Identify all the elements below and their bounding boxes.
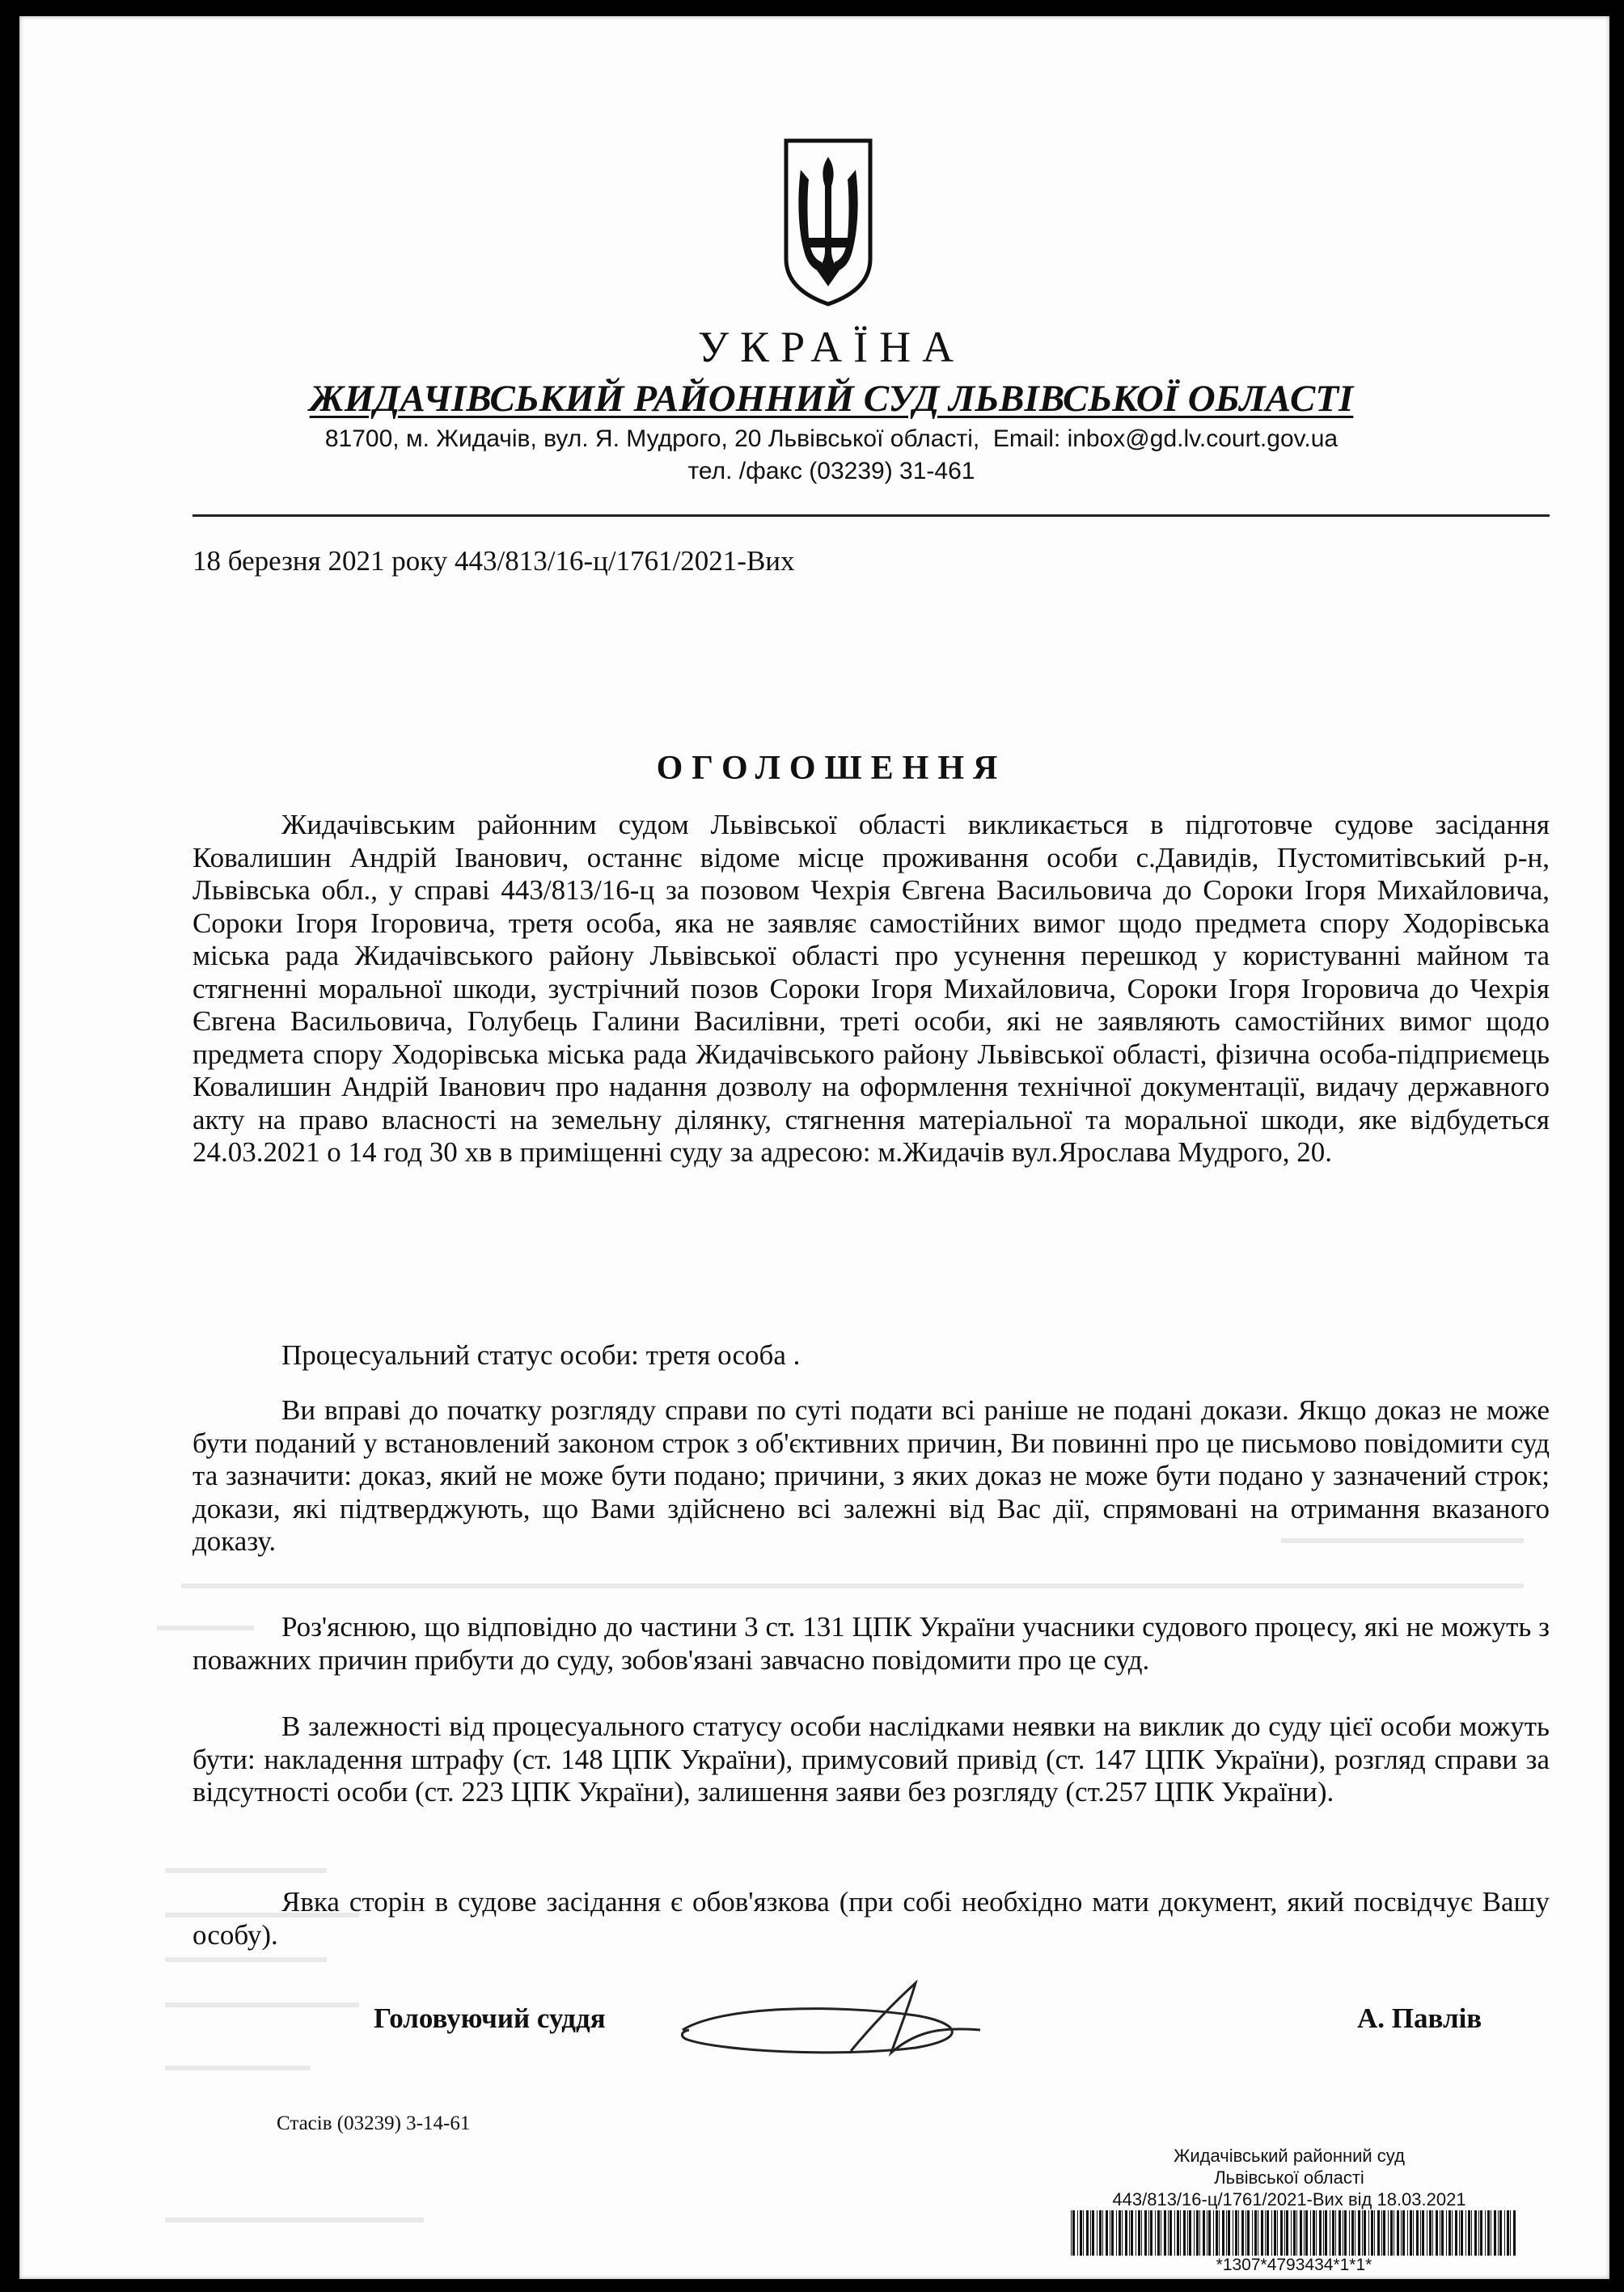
barcode-bar [1271, 2210, 1272, 2256]
barcode-bar [1164, 2210, 1166, 2256]
barcode-bar [1183, 2210, 1186, 2256]
barcode-bar [1119, 2210, 1121, 2256]
barcode-icon [1069, 2210, 1519, 2256]
barcode-bar [1254, 2210, 1257, 2256]
stamp-line: Жидачівський районний суд [1174, 2146, 1405, 2166]
barcode-bar [1422, 2210, 1424, 2256]
barcode-bar [1261, 2210, 1263, 2256]
barcode-bar [1157, 2210, 1160, 2256]
barcode-bar [1296, 2210, 1297, 2256]
barcode-bar [1228, 2210, 1230, 2256]
barcode-bar [1381, 2210, 1382, 2256]
show-through-mark [165, 1957, 327, 1962]
barcode-bar [1471, 2210, 1472, 2256]
barcode-bar [1461, 2210, 1463, 2256]
barcode-bar [1441, 2210, 1444, 2256]
barcode-bar [1241, 2210, 1244, 2256]
barcode-bar [1507, 2210, 1509, 2256]
barcode-bar [1216, 2210, 1218, 2256]
barcode-bar [1180, 2210, 1181, 2256]
barcode-bar [1102, 2210, 1103, 2256]
barcode-bar [1144, 2210, 1147, 2256]
barcode-bar [1407, 2210, 1408, 2256]
barcode-bar [1420, 2210, 1421, 2256]
barcode-bar [1213, 2210, 1214, 2256]
barcode-bar [1129, 2210, 1130, 2256]
barcode-bar [1284, 2210, 1285, 2256]
barcode-bar [1349, 2210, 1350, 2256]
barcode-bar [1226, 2210, 1227, 2256]
outgoing-reference: 18 березня 2021 року 443/813/16-ц/1761/2021-Вих [192, 545, 795, 577]
show-through-mark [165, 2218, 424, 2222]
barcode-bar [1474, 2210, 1477, 2256]
barcode-bar [1410, 2210, 1412, 2256]
document-title: ОГОЛОШЕННЯ [656, 750, 1007, 787]
barcode-bar [1168, 2210, 1169, 2256]
body-paragraph: Жидачівським районним судом Львівської області викликається в підготовче судове засідання Ковалишин Андрій Іванович, останнє відоме місце проживання особи с.Давидів, Пустомитівський р-н, Львівська обл., у справі 443/813/16-ц за позовом Чехрія Євгена Васильовича до Сороки Ігоря Михайловича, Сороки Ігоря Ігоровича, третя особа, яка не заявляє самостійних вимог щодо предмета спору Ходорівська міська рада Жидачівського району Львівської області про усунення перешкод у користуванні майном та стягненні моральної шкоди, зустрічний позов Сороки Ігоря Михайловича, Сороки Ігоря Ігоровича до Чехрія Євгена Васильовича, Голубець Галини Василівни, треті особи, які не заявляють самостійних вимог щодо предмета спору Ходорівська міська рада Жидачівського району Львівської області, фізична особа-підприємець Ковалишин Андрій Іванович про надання дозволу на оформлення технічної документації, видачу державного акту на право власності на земельну ділянку, стягнення матеріальної та моральної шкоди, яке відбудеться 24.03.2021 о 14 год 30 хв в приміщенні суду за адресою: м.Жидачів вул.Ярослава Мудрого, 20. [192, 809, 1550, 1168]
barcode-bar [1194, 2210, 1195, 2256]
body-paragraph: Процесуальний статус особи: третя особа . [281, 1339, 801, 1371]
barcode-bar [1199, 2210, 1200, 2256]
barcode-bar [1077, 2210, 1078, 2256]
body-paragraph: Явка сторін в судове засідання є обов'язкова (при собі необхідно мати документ, який посвідчує Вашу особу). [192, 1886, 1550, 1951]
barcode-bar [1238, 2210, 1239, 2256]
barcode-bar [1374, 2210, 1375, 2256]
barcode-bar [1371, 2210, 1373, 2256]
barcode-bar [1383, 2210, 1385, 2256]
barcode-bar [1125, 2210, 1127, 2256]
barcode-bar [1313, 2210, 1315, 2256]
barcode-bar [1286, 2210, 1288, 2256]
barcode-bar [1498, 2210, 1499, 2256]
barcode-bar [1390, 2210, 1393, 2256]
barcode-bar [1300, 2210, 1302, 2256]
barcode-bar [1465, 2210, 1466, 2256]
barcode-bar [1368, 2210, 1369, 2256]
barcode-bar [1323, 2210, 1324, 2256]
barcode-bar [1155, 2210, 1156, 2256]
barcode-bar [1432, 2210, 1433, 2256]
barcode-bar [1111, 2210, 1114, 2256]
barcode-bar [1316, 2210, 1317, 2256]
barcode-bar [1478, 2210, 1479, 2256]
barcode-bar [1344, 2210, 1347, 2256]
court-phone: тел. /факс (03239) 31-461 [687, 458, 975, 484]
barcode-bar [1436, 2210, 1438, 2256]
barcode-bar [1122, 2210, 1123, 2256]
barcode-bar [1235, 2210, 1237, 2256]
barcode-bar [1487, 2210, 1490, 2256]
barcode-bar [1086, 2210, 1089, 2256]
country-heading: УКРАЇНА [697, 323, 966, 371]
barcode-bar [1177, 2210, 1179, 2256]
barcode-bar [1071, 2210, 1072, 2256]
barcode-bar [1080, 2210, 1082, 2256]
barcode-bar [1174, 2210, 1175, 2256]
court-address: 81700, м. Жидачів, вул. Я. Мудрого, 20 Львівської області, Email: inbox@gd.lv.court.gov.ua [324, 425, 1339, 452]
barcode-bar [1413, 2210, 1414, 2256]
barcode-bar [1106, 2210, 1108, 2256]
barcode-bar [1485, 2210, 1486, 2256]
barcode-bar [1304, 2210, 1305, 2256]
barcode-bar [1187, 2210, 1188, 2256]
barcode-bar [1459, 2210, 1460, 2256]
barcode-bar [1090, 2210, 1091, 2256]
barcode-bar [1402, 2210, 1405, 2256]
barcode-bar [1358, 2210, 1360, 2256]
body-paragraph: Роз'яснюю, що відповідно до частини 3 ст. 131 ЦПК України учасники судового процесу, які не можуть з поважних причин прибути до суду, зобов'язані завчасно повідомити про це суд. [192, 1611, 1550, 1676]
show-through-mark [165, 1868, 327, 1873]
body-paragraph: Ви вправі до початку розгляду справи по суті подати всі раніше не подані докази. Якщо доказ не може бути поданий у встановлений законом строк з об'єктивних причин, Ви повинні про це письмово повідомити суд та зазначити: доказ, який не може бути подано; причини, з яких доказ не може бути подано у зазначений строк; докази, які підтверджують, що Вами здійснено всі залежні від Вас дії, спрямовані на отримання вказаного доказу. [192, 1394, 1550, 1557]
barcode-bar [1247, 2210, 1250, 2256]
judge-name: А. Павлів [1357, 2002, 1482, 2034]
barcode-bar [1455, 2210, 1457, 2256]
barcode-bar [1305, 2210, 1308, 2256]
barcode-bar [1388, 2210, 1389, 2256]
header-divider [192, 514, 1550, 517]
registration-stamp [1063, 2145, 1516, 2210]
barcode-bar [1196, 2210, 1199, 2256]
barcode-bar [1219, 2210, 1220, 2256]
barcode-bar [1339, 2210, 1341, 2256]
barcode-bar [1377, 2210, 1380, 2256]
barcode-bar [1252, 2210, 1253, 2256]
barcode-text: *1307*4793434*1*1* [1216, 2256, 1372, 2274]
barcode-bar [1116, 2210, 1117, 2256]
barcode-bar [1448, 2210, 1451, 2256]
barcode-bar [1141, 2210, 1142, 2256]
barcode-bar [1397, 2210, 1399, 2256]
barcode-bar [1277, 2210, 1278, 2256]
barcode-bar [1480, 2210, 1482, 2256]
barcode-bar [1351, 2210, 1354, 2256]
barcode-bar [1072, 2210, 1075, 2256]
barcode-bar [1325, 2210, 1327, 2256]
barcode-bar [1274, 2210, 1276, 2256]
barcode-bar [1208, 2210, 1211, 2256]
handwritten-signature [673, 1973, 1013, 2062]
stamp-line: Львівської області [1214, 2167, 1364, 2188]
barcode-bar [1513, 2210, 1516, 2256]
barcode-bar [1364, 2210, 1366, 2256]
barcode-bar [1169, 2210, 1172, 2256]
barcode-bar [1245, 2210, 1246, 2256]
barcode-bar [1092, 2210, 1094, 2256]
barcode-bar [1131, 2210, 1133, 2256]
barcode-bar [1468, 2210, 1470, 2256]
barcode-bar [1504, 2210, 1505, 2256]
barcode-bar [1429, 2210, 1432, 2256]
barcode-bar [1189, 2210, 1191, 2256]
executor-contact: Стасів (03239) 3-14-61 [277, 2112, 471, 2134]
barcode-bar [1265, 2210, 1266, 2256]
barcode-bar [1222, 2210, 1224, 2256]
barcode-bar [1332, 2210, 1334, 2256]
barcode-bar [1267, 2210, 1269, 2256]
barcode-bar [1499, 2210, 1502, 2256]
barcode-bar [1083, 2210, 1084, 2256]
barcode-bar [1293, 2210, 1296, 2256]
barcode-bar [1494, 2210, 1496, 2256]
barcode-bar [1099, 2210, 1102, 2256]
trident-coat-of-arms-icon [781, 137, 875, 307]
barcode-bar [1362, 2210, 1363, 2256]
show-through-mark [165, 2066, 311, 2070]
body-paragraph: В залежності від процесуального статусу особи наслідками неявки на виклик до суду цієї особи можуть бути: накладення штрафу (ст. 148 ЦПК України), примусовий привід (ст. 147 ЦПК України), розгляд справи за відсутності особи (ст. 223 ЦПК України), залишення заяви без розгляду (ст.257 ЦПК України). [192, 1711, 1550, 1808]
barcode-bar [1446, 2210, 1447, 2256]
barcode-bar [1150, 2210, 1152, 2256]
barcode-bar [1291, 2210, 1292, 2256]
court-name: ЖИДАЧІВСЬКИЙ РАЙОННИЙ СУД ЛЬВІВСЬКОЇ ОБЛАСТІ [309, 378, 1354, 420]
barcode-bar [1416, 2210, 1419, 2256]
barcode-bar [1452, 2210, 1453, 2256]
barcode-bar [1319, 2210, 1322, 2256]
show-through-mark [181, 1584, 1524, 1588]
stamp-line: 443/813/16-ц/1761/2021-Вих від 18.03.2021 [1112, 2189, 1466, 2210]
signature-label: Головуючий суддя [374, 2002, 606, 2034]
barcode-bar [1510, 2210, 1511, 2256]
document-page [19, 16, 1609, 2279]
barcode-bar [1335, 2210, 1336, 2256]
show-through-mark [165, 2002, 359, 2007]
barcode-bar [1280, 2210, 1283, 2256]
barcode-bar [1401, 2210, 1402, 2256]
barcode-bar [1148, 2210, 1149, 2256]
barcode-bar [1203, 2210, 1205, 2256]
barcode-bar [1138, 2210, 1140, 2256]
barcode-bar [1310, 2210, 1311, 2256]
